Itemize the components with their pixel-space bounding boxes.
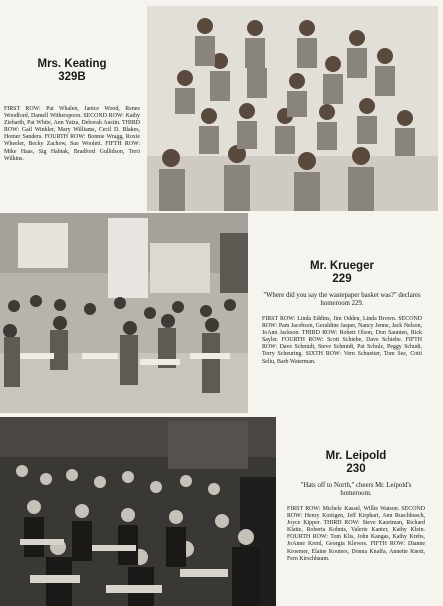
section-krueger-caption [262,260,422,366]
leipold-class-photo [0,417,276,606]
homeroom-quote: "Where did you say the wastepaper basket was?" declares homeroom 229. [263,292,421,307]
teacher-name: Mr. Krueger [310,260,374,272]
teacher-name: Mrs. Keating [37,58,107,70]
student-names: FIRST ROW: Pat Whalen, Janice Wood, Renee Woodford, Damell Witherspoon. SECOND ROW: Kathy Ziebarth, Pat White, Ann Yatza, Deborah Austin. THIRD ROW: Gail Winkler, Mary Williams, Cecil D. Blakes, Homer Sanders. FOURTH ROW: Bonnie Wragg, Roxie Wheeler, Becky Zachow, Sue Woolett. FIFTH ROW: Mike Haas, Sig Habtak, Bradford Gullidson, Terri Wilkins. [4,106,140,162]
room-number: 230 [346,463,366,475]
room-number: 329B [58,71,86,83]
student-names: FIRST ROW: Michele Kassel, Willie Watson. SECOND ROW: Henry Kortigen, Jeff Kirphart, Ann Ruschbusch, Joyce Kipper. THIRD ROW: Steve Kaurtman, Richard Klatte, Roberta Kohnts, Valerie Kanter, Kathy Klein. FOURTH ROW: Tom Klis, John Kangas, Kathy Krebs, JoAnne Krenl, Georgia Klevers. FIFTH ROW: Dianne Kroemer, Elaine Kouters, Donna Knaffa, Annette Knott, Fern Kirschbaum. [287,506,425,562]
keating-class-photo [147,6,438,211]
room-number: 229 [332,273,352,285]
student-names: FIRST ROW: Linda Eddins, Jim Odden, Linda Brown. SECOND ROW: Pam Jacobson, Geraldine Jasper, Nancy Jenne, Jack Nelson, JoAnn Jackson. THIRD ROW: Robert Olson, Don Saunten, Rick Sayler. FOURTH ROW: Scott Schiebe, Dave Schiebe. FIFTH ROW: Dave Schmidt, Steve Schmidt, Pat Schulz, Peggy Schudi, Terry Scheuring. SIXTH ROW: Vern Schuetter, Tom See, Cotti Seliu, Barb Waterman. [262,316,422,365]
teacher-name: Mr. Leipold [325,450,387,462]
section-keating-caption [4,58,140,163]
krueger-class-photo [0,213,248,413]
section-leipold-caption [287,450,425,563]
homeroom-quote: "Hats off to North," cheers Mr. Leipold's homeroom. [300,482,412,497]
